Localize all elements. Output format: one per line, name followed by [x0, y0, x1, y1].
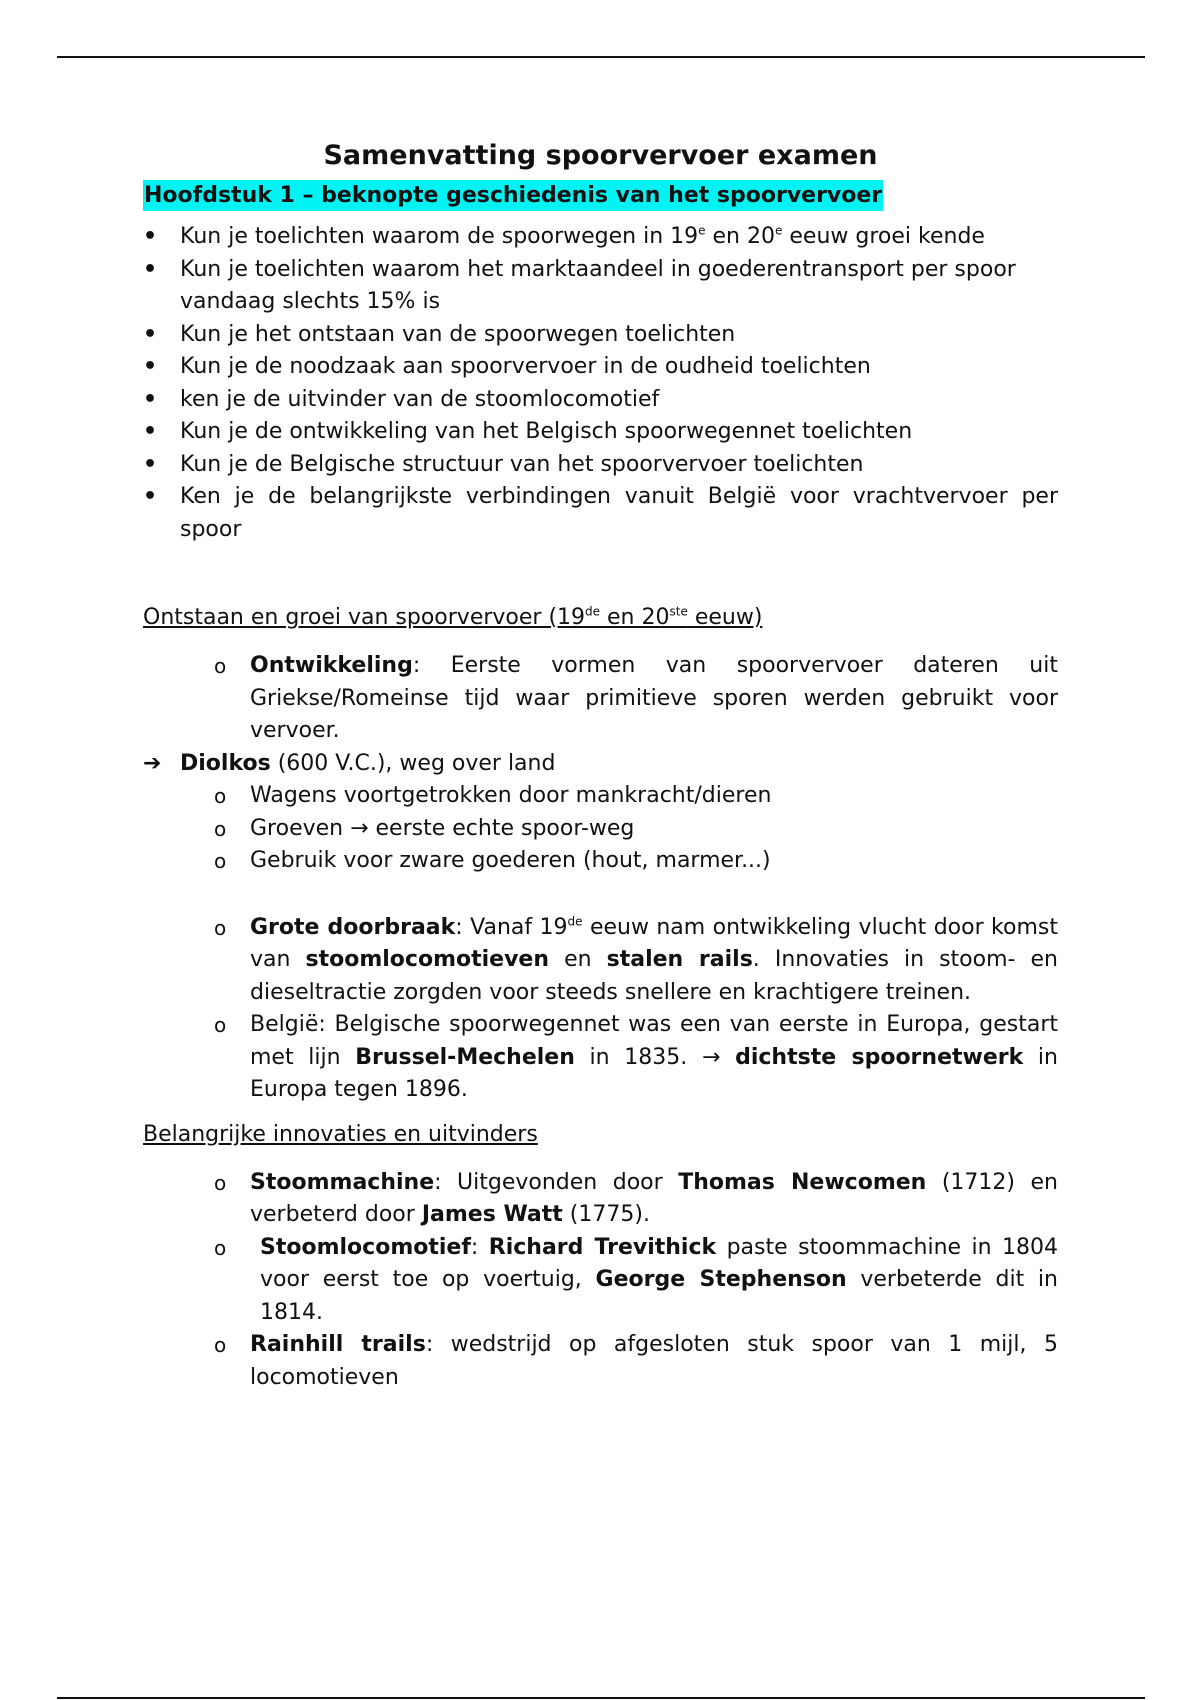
list-item-doorbraak: o Grote doorbraak: Vanaf 19de eeuw nam ontwikkeling vlucht door komst van stoomlocomotieven en stalen rails. Innovaties in stoom- en dieseltractie zorgden voor steeds snellere en krachtigere treinen. [143, 912, 1058, 1010]
objective-item: • Kun je toelichten waarom het marktaandeel in goederentransport per spoor vandaag slechts 15% is [143, 254, 1058, 319]
list-item-rainhill: o Rainhill trails: wedstrijd op afgesloten stuk spoor van 1 mijl, 5 locomotieven [143, 1329, 1058, 1394]
innovaties-list [143, 1167, 1058, 1395]
list-item: o Gebruik voor zware goederen (hout, marmer...) [143, 845, 1058, 878]
objective-item: • Kun je toelichten waarom de spoorwegen in 19e en 20e eeuw groei kende [143, 221, 1058, 254]
list-item-belgie: o België: Belgische spoorwegennet was een van eerste in Europa, gestart met lijn Brussel-Mechelen in 1835. → dichtste spoornetwerk in Europa tegen 1896. [143, 1009, 1058, 1107]
list-item-stoomlocomotief: o Stoomlocomotief: Richard Trevithick paste stoommachine in 1804 voor eerst toe op voertuig, George Stephenson verbeterde dit in 1814. [143, 1232, 1058, 1330]
section-heading-innovaties: Belangrijke innovaties en uitvinders [143, 1121, 538, 1147]
footer-rule [57, 1697, 1145, 1699]
objective-item: • Ken je de belangrijkste verbindingen vanuit België voor vrachtvervoer per spoor [143, 481, 1058, 546]
diolkos-line: ➔ Diolkos (600 V.C.), weg over land [143, 748, 1058, 781]
section-heading-ontstaan: Ontstaan en groei van spoorvervoer (19de en 20ste eeuw) [143, 604, 763, 630]
list-item: o Wagens voortgetrokken door mankracht/dieren [143, 780, 1058, 813]
objective-item: • Kun je de ontwikkeling van het Belgisch spoorwegennet toelichten [143, 416, 1058, 449]
document-body [143, 136, 1058, 1394]
diolkos-list [143, 780, 1058, 1107]
list-item: o Groeven → eerste echte spoor-weg [143, 813, 1058, 846]
ontwikkeling-list [143, 650, 1058, 748]
objective-item: • Kun je de Belgische structuur van het spoorvervoer toelichten [143, 449, 1058, 482]
list-item-stoommachine: o Stoommachine: Uitgevonden door Thomas Newcomen (1712) en verbeterd door James Watt (1775). [143, 1167, 1058, 1232]
chapter-heading: Hoofdstuk 1 – beknopte geschiedenis van het spoorvervoer [143, 180, 883, 211]
learning-objectives [143, 221, 1058, 546]
header-rule [57, 56, 1145, 58]
objective-item: • Kun je het ontstaan van de spoorwegen toelichten [143, 319, 1058, 352]
arrow-right-icon: ➔ [143, 750, 162, 776]
list-item-ontwikkeling: o Ontwikkeling: Eerste vormen van spoorvervoer dateren uit Griekse/Romeinse tijd waar primitieve sporen werden gebruikt voor vervoer. [143, 650, 1058, 748]
objective-item: • Kun je de noodzaak aan spoorvervoer in de oudheid toelichten [143, 351, 1058, 384]
document-title: Samenvatting spoorvervoer examen [323, 140, 878, 171]
objective-item: • ken je de uitvinder van de stoomlocomotief [143, 384, 1058, 417]
